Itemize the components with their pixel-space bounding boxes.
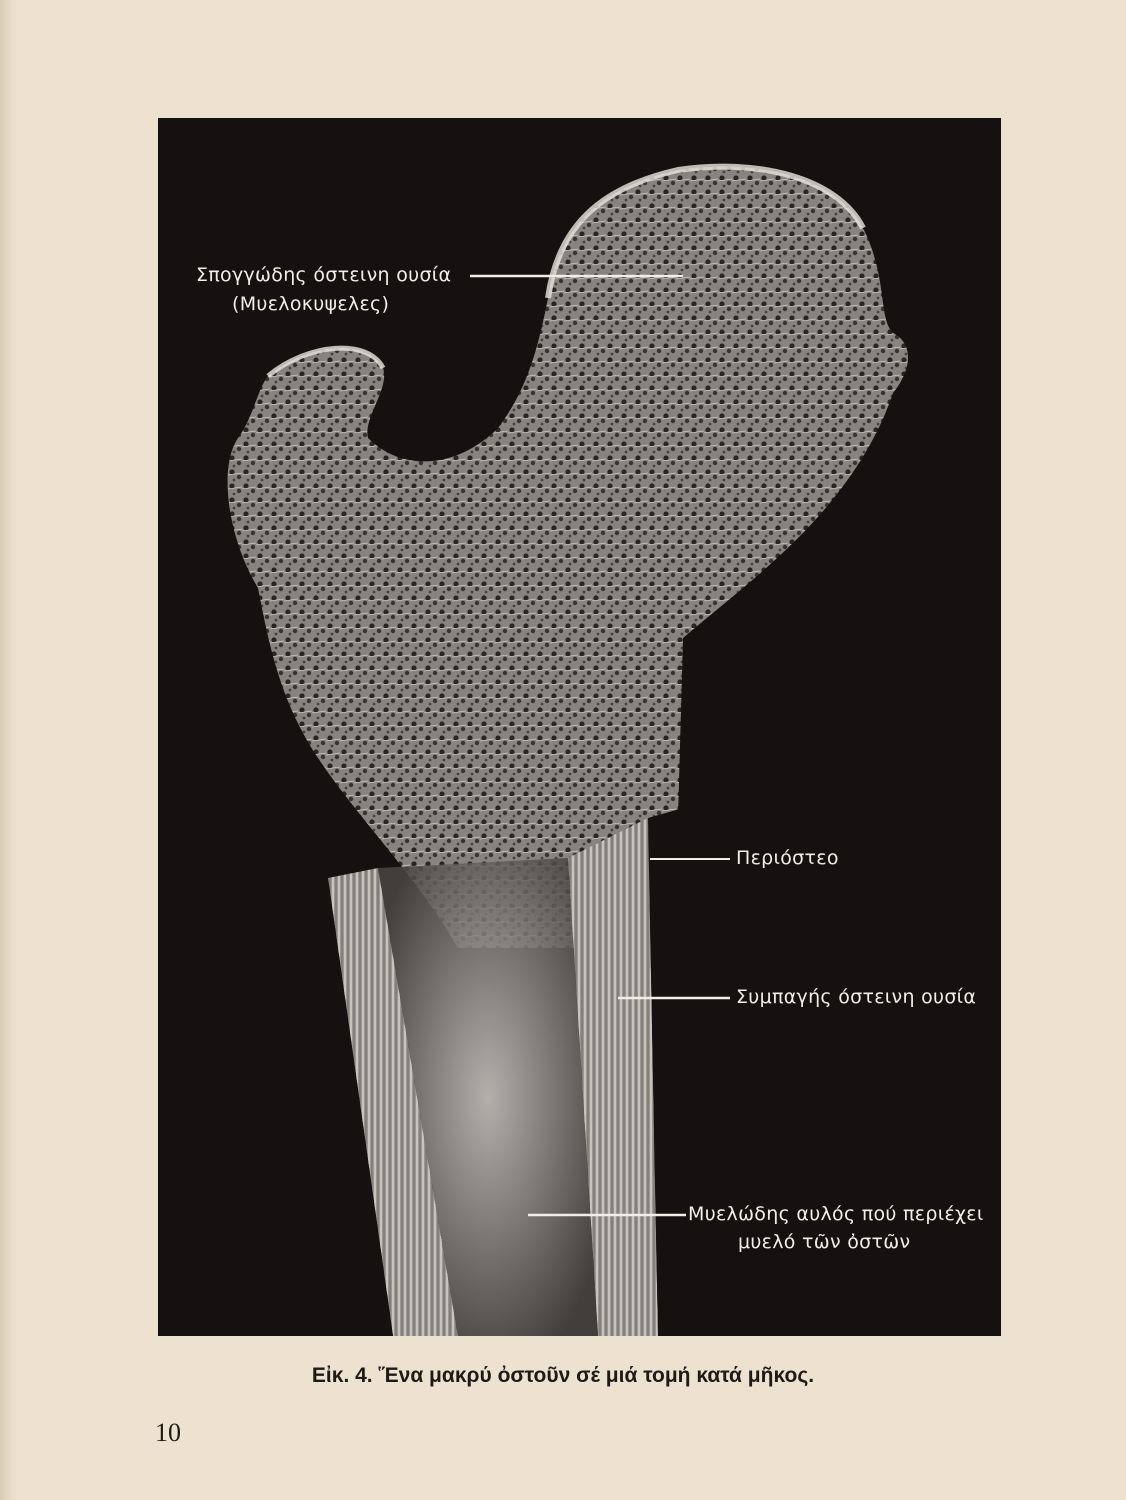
label-marrow-cavity-note: μυελό τῶν ὀστῶν [738,1231,911,1253]
page-number: 10 [155,1418,181,1447]
label-periosteum: Περιόστεο [736,847,839,869]
label-spongy-bone-note: (Μυελοκυψελες) [232,293,390,315]
figure-caption: Εἰκ. 4. Ἕνα μακρύ ὀστοῦν σέ μιά τομή κατά μῆκος. [311,1364,815,1387]
label-spongy-bone: Σπογγώδης όστεινη ουσία [196,264,452,286]
bone-section-photo [158,118,1001,1336]
label-compact-bone: Συμπαγής όστεινη ουσία [736,986,977,1008]
page-binding-edge [0,0,18,1500]
label-marrow-cavity: Μυελώδης αυλός πού περιέχει [688,1203,984,1225]
